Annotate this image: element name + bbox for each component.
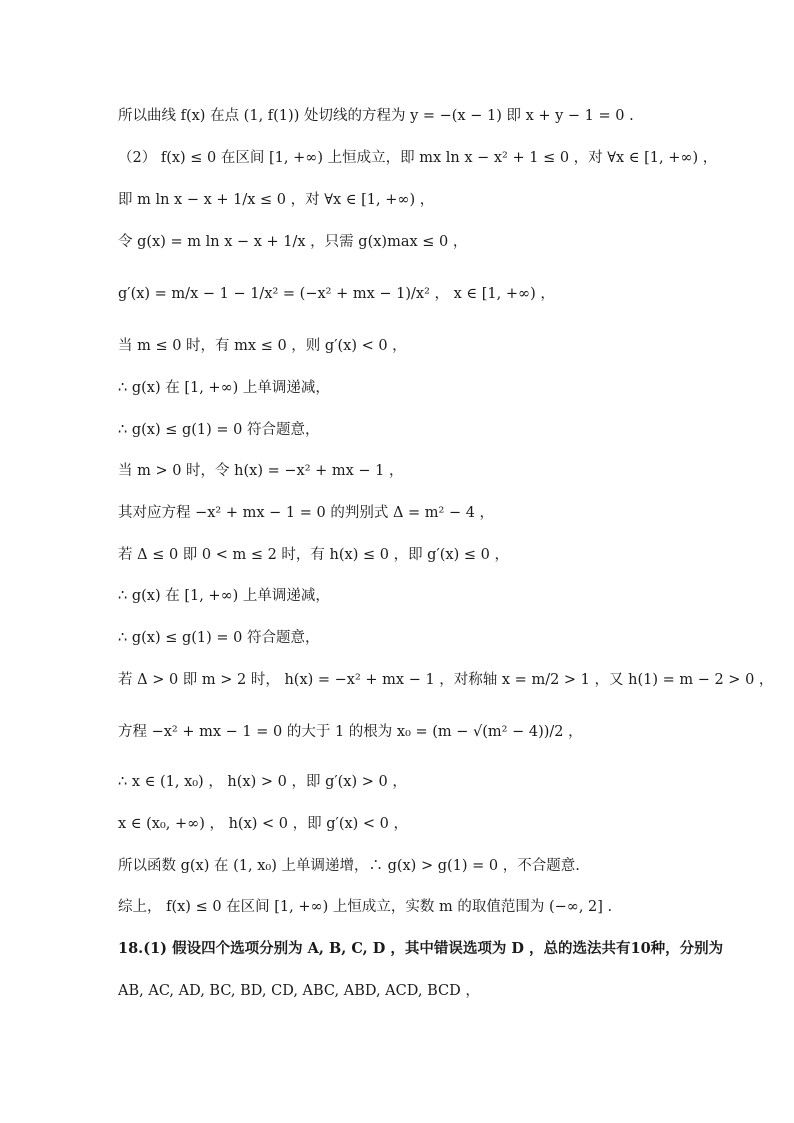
text-line-6: 当 m ≤ 0 时，有 mx ≤ 0 ，则 g′(x) < 0 ， — [118, 338, 407, 354]
question-18-line: 18.(1) 假设四个选项分别为 A, B, C, D ，其中错误选项为 D ，总的选法共有10种，分别为 — [118, 940, 724, 957]
text-line-16: ∴ x ∈ (1, x₀) ， h(x) > 0 ，即 g′(x) > 0 ， — [118, 774, 407, 790]
text-line-15: 方程 −x² + mx − 1 = 0 的大于 1 的根为 x₀ = (m − √(m² − 4))/2 ， — [118, 724, 583, 740]
text-line-8: ∴ g(x) ≤ g(1) = 0 符合题意， — [118, 422, 320, 438]
text-line-5: g′(x) = m/x − 1 − 1/x² = (−x² + mx − 1)/x² ， x ∈ [1, +∞) ， — [118, 286, 555, 302]
text-line-3: 即 m ln x − x + 1/x ≤ 0 ，对 ∀x ∈ [1, +∞) ， — [118, 192, 435, 208]
text-line-4: 令 g(x) = m ln x − x + 1/x ，只需 g(x)max ≤ 0 ， — [118, 234, 468, 250]
text-line-7: ∴ g(x) 在 [1, +∞) 上单调递减， — [118, 380, 330, 396]
text-line-9: 当 m > 0 时，令 h(x) = −x² + mx − 1 ， — [118, 463, 404, 479]
text-line-11: 若 Δ ≤ 0 即 0 < m ≤ 2 时，有 h(x) ≤ 0 ，即 g′(x) ≤ 0 ， — [118, 547, 509, 563]
text-line-2: （2） f(x) ≤ 0 在区间 [1, +∞) 上恒成立，即 mx ln x − x² + 1 ≤ 0 ，对 ∀x ∈ [1, +∞) ， — [118, 150, 718, 166]
text-line-1: 所以曲线 f(x) 在点 (1, f(1)) 处切线的方程为 y = −(x − 1) 即 x + y − 1 = 0 . — [118, 108, 634, 124]
text-line-21: AB, AC, AD, BC, BD, CD, ABC, ABD, ACD, BCD ， — [118, 983, 480, 999]
text-line-12: ∴ g(x) 在 [1, +∞) 上单调递减， — [118, 588, 330, 604]
text-line-17: x ∈ (x₀, +∞) ， h(x) < 0 ，即 g′(x) < 0 ， — [118, 816, 409, 832]
text-line-14: 若 Δ > 0 即 m > 2 时， h(x) = −x² + mx − 1 ，对称轴 x = m/2 > 1 ，又 h(1) = m − 2 > 0 ， — [118, 672, 774, 688]
text-line-18: 所以函数 g(x) 在 (1, x₀) 上单调递增，∴ g(x) > g(1) = 0 ，不合题意. — [118, 858, 580, 874]
text-line-19: 综上， f(x) ≤ 0 在区间 [1, +∞) 上恒成立，实数 m 的取值范围为 (−∞, 2] . — [118, 899, 613, 915]
text-line-10: 其对应方程 −x² + mx − 1 = 0 的判别式 Δ = m² − 4 ， — [118, 505, 495, 521]
text-line-13: ∴ g(x) ≤ g(1) = 0 符合题意， — [118, 630, 320, 646]
